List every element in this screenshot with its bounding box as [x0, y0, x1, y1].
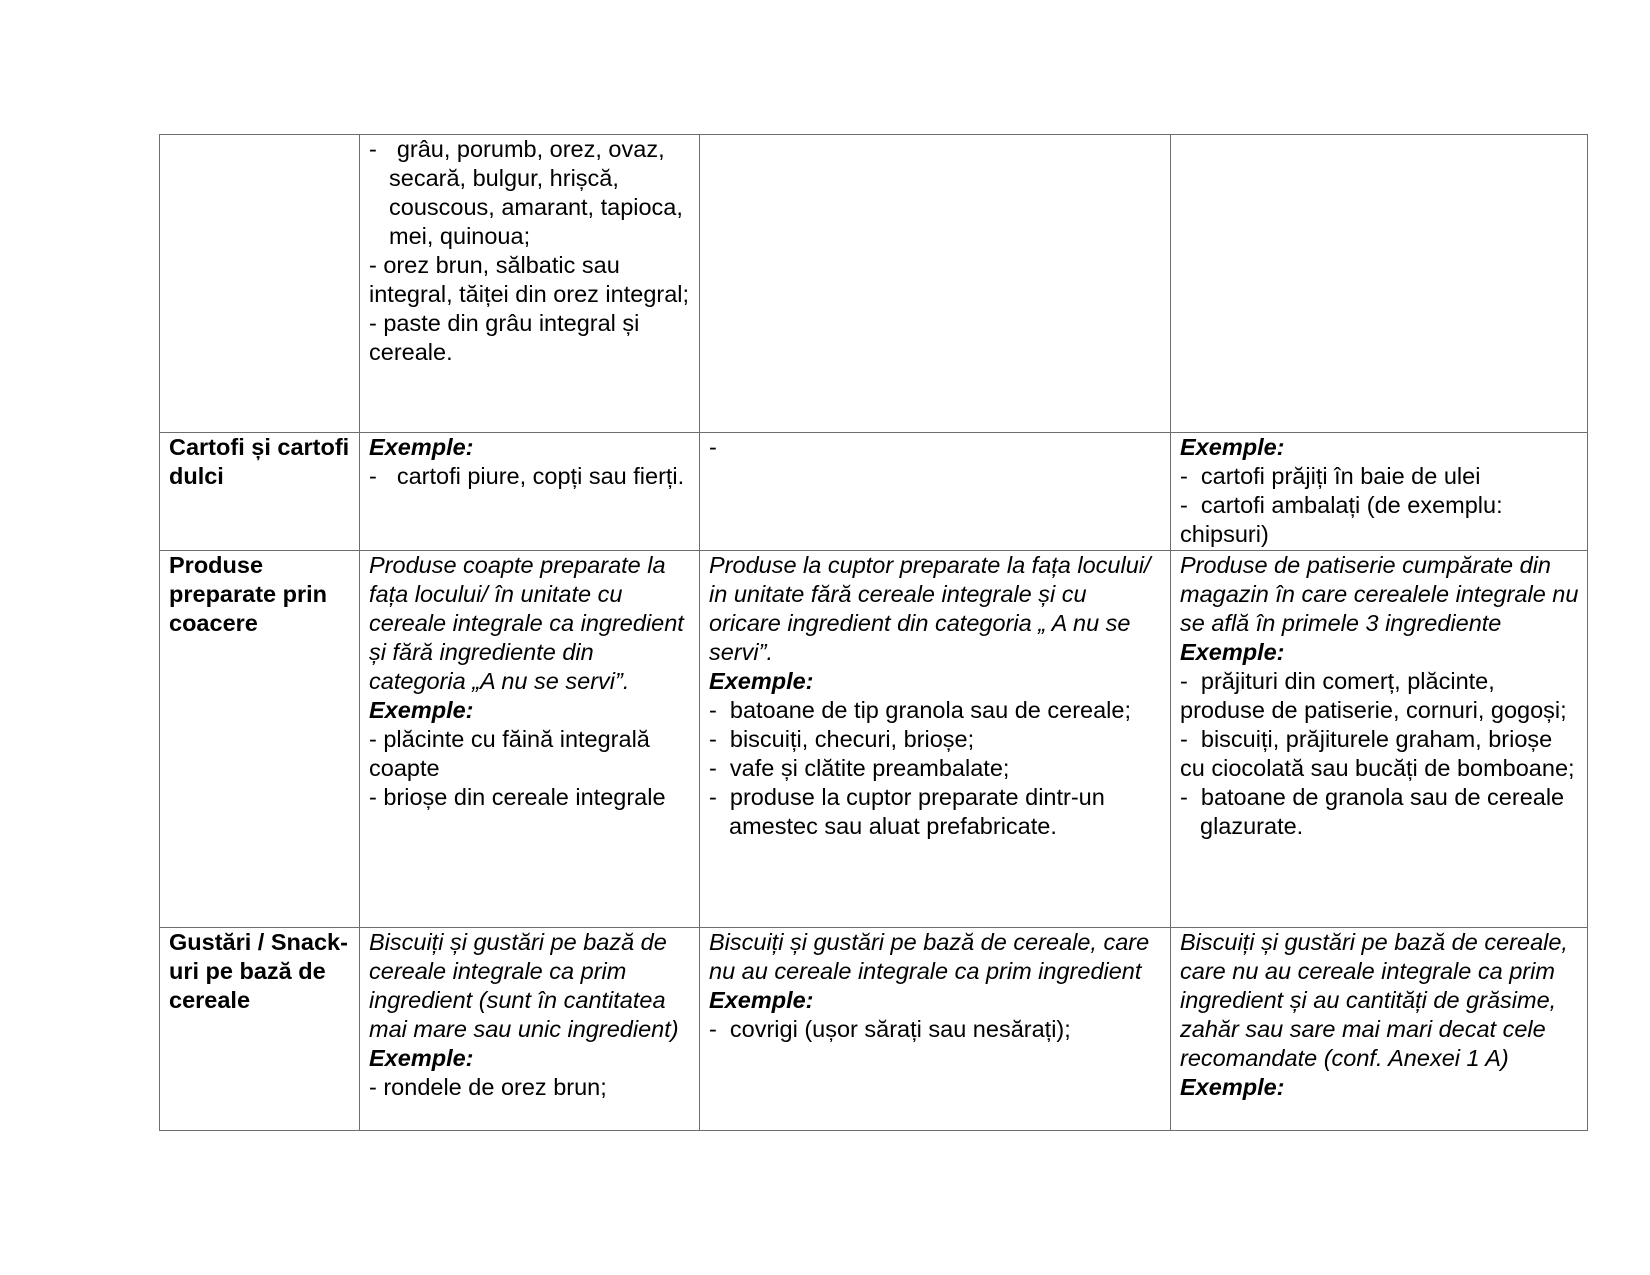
- list-item: - produse la cuptor preparate dintr-un amestec sau aluat prefabricate.: [709, 784, 1105, 839]
- examples-label: Exemple:: [709, 987, 814, 1013]
- category-cell: Gustări / Snack-uri pe bază de cereale: [160, 928, 360, 1131]
- food-category-table: [159, 134, 1588, 1131]
- table-row: [160, 135, 1588, 433]
- list-item: - brioșe din cereale integrale: [369, 784, 666, 810]
- not-served-cell: [1171, 551, 1588, 928]
- list-item: - batoane de granola sau de cereale glazurate.: [1180, 784, 1565, 839]
- examples-label: Exemple:: [709, 668, 814, 694]
- cell-description: Produse coapte preparate la fața locului/ în unitate cu cereale integrale ca ingredient și fără ingrediente din categoria „A nu se servi”.: [369, 552, 684, 694]
- list-item: - covrigi (ușor sărați sau nesărați);: [709, 1016, 1071, 1042]
- table-row: [160, 928, 1588, 1131]
- examples-label: Exemple:: [1180, 639, 1285, 665]
- examples-label: Exemple:: [369, 434, 474, 460]
- table-row: [160, 551, 1588, 928]
- list-item: - cartofi piure, copți sau fierți.: [369, 463, 685, 489]
- recommended-cell: [360, 135, 700, 433]
- cell-text: -: [709, 434, 717, 460]
- list-item: - rondele de orez brun;: [369, 1074, 607, 1100]
- cell-description: Biscuiți și gustări pe bază de cereale, care nu au cereale integrale ca prim ingredient și au cantități de grăsime, zahăr sau sare mai mari decat cele recomandate (conf. Anexei 1 A): [1180, 929, 1568, 1071]
- list-item: - orez brun, sălbatic sau integral, tăiței din orez integral;: [369, 252, 690, 307]
- limited-cell: [700, 433, 1171, 551]
- recommended-cell: [360, 928, 700, 1131]
- cell-description: Biscuiți și gustări pe bază de cereale integrale ca prim ingredient (sunt în cantitatea mai mare sau unic ingredient): [369, 929, 679, 1042]
- category-cell: Cartofi și cartofi dulci: [160, 433, 360, 551]
- not-served-cell: [1171, 433, 1588, 551]
- limited-cell: [700, 551, 1171, 928]
- category-cell: [160, 135, 360, 433]
- examples-label: Exemple:: [1180, 434, 1285, 460]
- list-item: - prăjituri din comerț, plăcinte, produse de patiserie, cornuri, gogoși;: [1180, 668, 1567, 723]
- recommended-cell: [360, 433, 700, 551]
- list-item: - biscuiți, prăjiturele graham, brioșe cu ciocolată sau bucăți de bomboane;: [1180, 726, 1575, 781]
- cell-description: Biscuiți și gustări pe bază de cereale, care nu au cereale integrale ca prim ingredient: [709, 929, 1150, 984]
- list-item: - vafe și clătite preambalate;: [709, 755, 1010, 781]
- cell-description: Produse la cuptor preparate la fața locului/ in unitate fără cereale integrale și cu oricare ingredient din categoria „ A nu se servi”.: [709, 552, 1151, 665]
- cell-description: Produse de patiserie cumpărate din magazin în care cerealele integrale nu se află în primele 3 ingrediente: [1180, 552, 1579, 636]
- limited-cell: [700, 928, 1171, 1131]
- examples-label: Exemple:: [369, 1045, 474, 1071]
- examples-label: Exemple:: [369, 697, 474, 723]
- not-served-cell: [1171, 928, 1588, 1131]
- table-row: [160, 433, 1588, 551]
- examples-label: Exemple:: [1180, 1074, 1285, 1100]
- list-item: - cartofi ambalați (de exemplu: chipsuri): [1180, 492, 1503, 547]
- category-cell: Produse preparate prin coacere: [160, 551, 360, 928]
- recommended-cell: [360, 551, 700, 928]
- list-item: - plăcinte cu făină integrală coapte: [369, 726, 650, 781]
- list-item: - batoane de tip granola sau de cereale;: [709, 697, 1131, 723]
- limited-cell: [700, 135, 1171, 433]
- list-item: - grâu, porumb, orez, ovaz, secară, bulgur, hrișcă, couscous, amarant, tapioca, mei, quinoua;: [369, 136, 683, 249]
- not-served-cell: [1171, 135, 1588, 433]
- list-item: - cartofi prăjiți în baie de ulei: [1180, 463, 1481, 489]
- list-item: - biscuiți, checuri, brioșe;: [709, 726, 975, 752]
- list-item: - paste din grâu integral și cereale.: [369, 310, 640, 365]
